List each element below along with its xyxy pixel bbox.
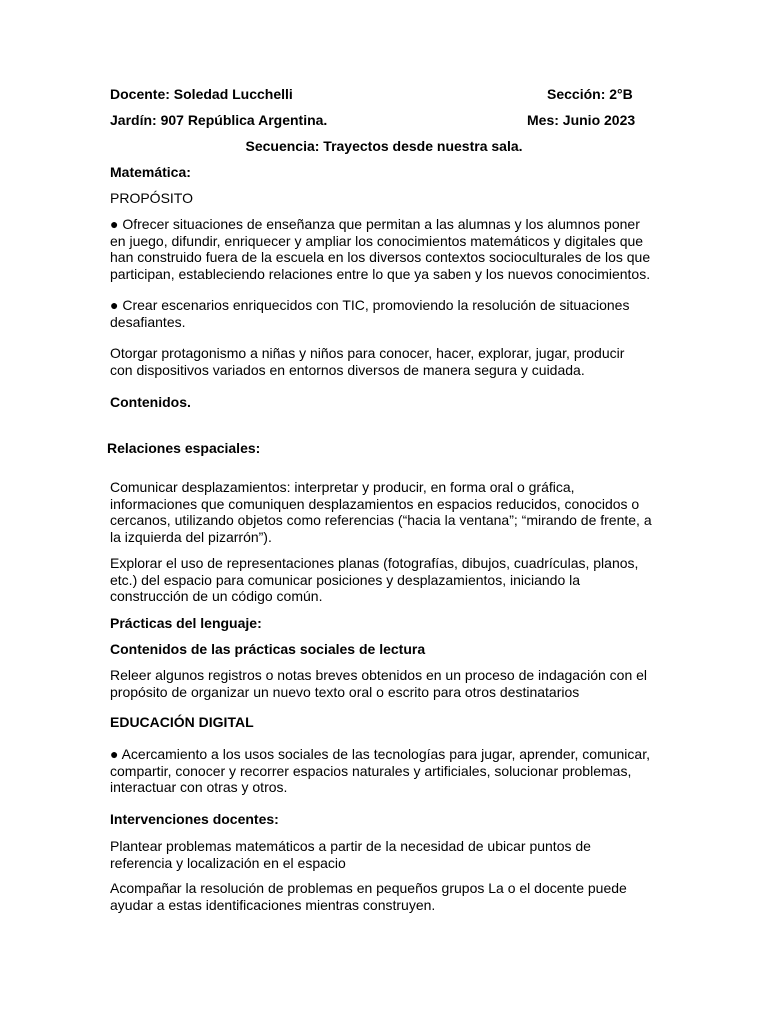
lenguaje-paragraph: Releer algunos registros o notas breves obtenidos en un proceso de indagación con el propósito de organizar un nuevo texto oral o escrito para otros destinatarios xyxy=(110,667,648,700)
educacion-digital-heading: EDUCACIÓN DIGITAL xyxy=(110,714,254,730)
proposito-bullet-1: ● Ofrecer situaciones de enseñanza que permitan a las alumnas y los alumnos poner en juego, difundir, enriquecer y ampliar los conocimientos matemáticos y digitales que han construido fuera de la escuela en los diversos contextos socioculturales de los que participan, estableciendo relaciones entre lo que ya saben y los nuevos conocimientos. xyxy=(110,216,651,282)
proposito-label: PROPÓSITO xyxy=(110,190,193,206)
proposito-paragraph: Otorgar protagonismo a niñas y niños para conocer, hacer, explorar, jugar, producir con dispositivos variados en entornos diversos de manera segura y cuidada. xyxy=(110,345,625,378)
relaciones-paragraph-1: Comunicar desplazamientos: interpretar y producir, en forma oral o gráfica, informaciones que comuniquen desplazamientos en espacios reducidos, conocidos o cercanos, utilizando objetos como referencias (“hacia la ventana”; “mirando de frente, a la izquierda del pizarrón”). xyxy=(110,479,652,545)
mes-line: Mes: Junio 2023 xyxy=(527,112,636,128)
relaciones-espaciales-heading: Relaciones espaciales: xyxy=(107,440,261,456)
seccion-line: Sección: 2°B xyxy=(547,86,633,102)
matematica-heading: Matemática: xyxy=(110,164,191,180)
contenidos-heading: Contenidos. xyxy=(110,394,191,410)
intervenciones-paragraph-1: Plantear problemas matemáticos a partir de la necesidad de ubicar puntos de referencia y localización en el espacio xyxy=(110,838,591,871)
intervenciones-heading: Intervenciones docentes: xyxy=(110,811,279,827)
intervenciones-paragraph-2: Acompañar la resolución de problemas en pequeños grupos La o el docente puede ayudar a estas identificaciones mientras construyen. xyxy=(110,880,627,913)
relaciones-paragraph-2: Explorar el uso de representaciones planas (fotografías, dibujos, cuadrículas, planos, etc.) del espacio para comunicar posiciones y desplazamientos, iniciando la construcción de un código común. xyxy=(110,555,639,604)
proposito-bullet-2: ● Crear escenarios enriquecidos con TIC, promoviendo la resolución de situaciones desafiantes. xyxy=(110,297,630,330)
practicas-lenguaje-heading: Prácticas del lenguaje: xyxy=(110,615,262,631)
secuencia-title: Secuencia: Trayectos desde nuestra sala. xyxy=(245,138,523,154)
docente-line: Docente: Soledad Lucchelli xyxy=(110,86,293,102)
lectura-subheading: Contenidos de las prácticas sociales de lectura xyxy=(110,641,426,657)
jardin-line: Jardín: 907 República Argentina. xyxy=(110,112,328,128)
educacion-digital-bullet: ● Acercamiento a los usos sociales de las tecnologías para jugar, aprender, comunicar, compartir, conocer y recorrer espacios naturales y artificiales, solucionar problemas, interactuar con otras y otros. xyxy=(110,746,650,795)
